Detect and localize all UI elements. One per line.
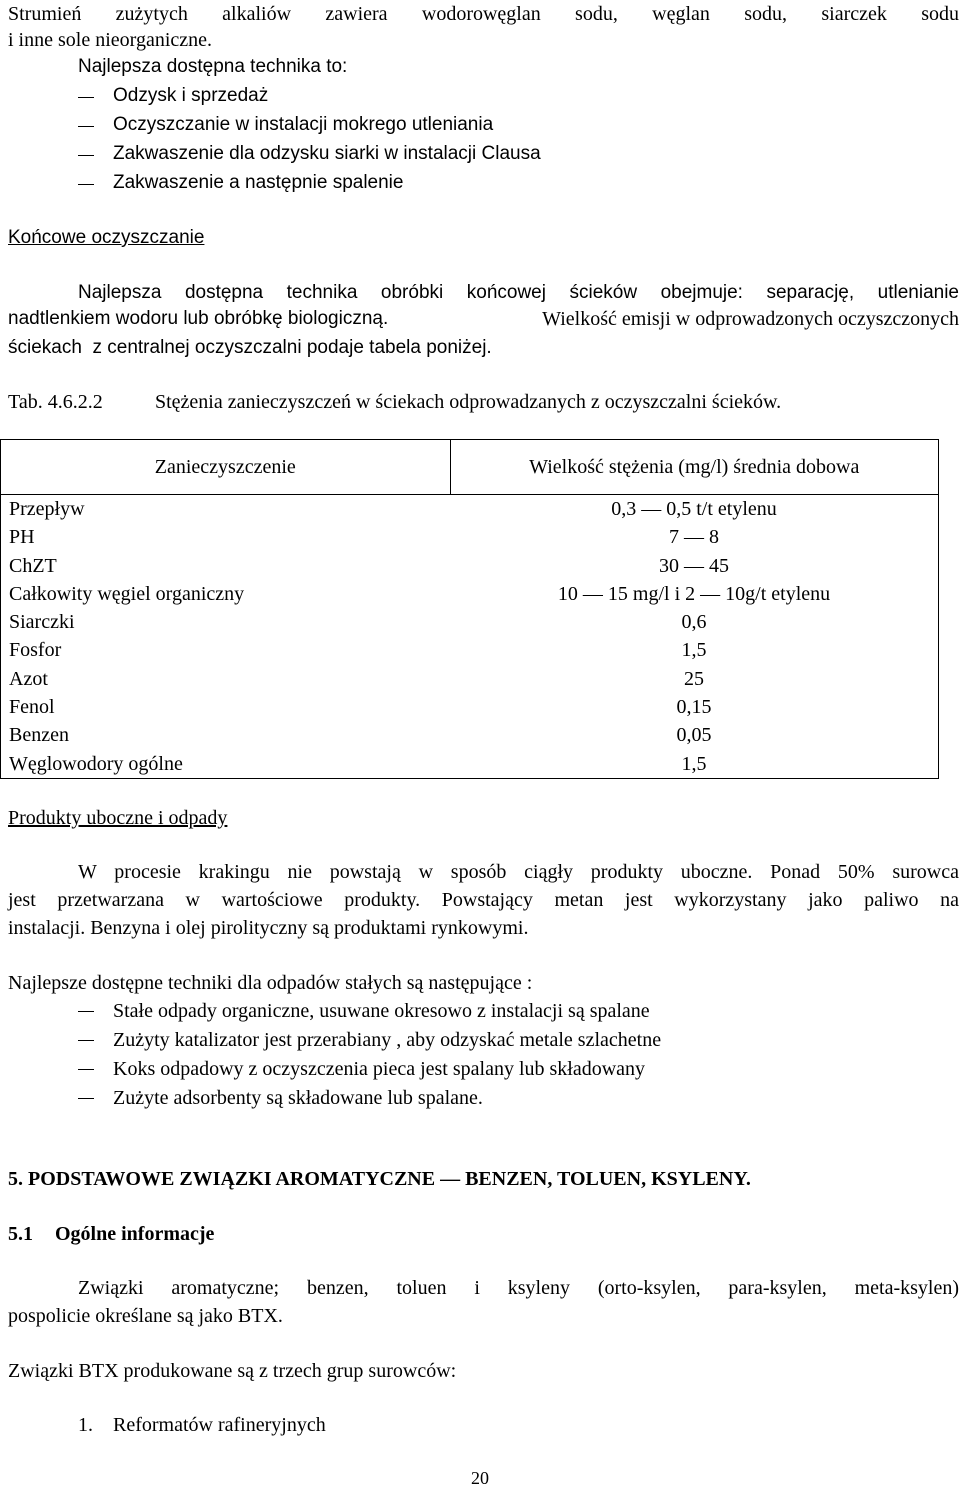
bat-list-item: Odzysk i sprzedaż — [113, 85, 269, 106]
byproducts-heading: Produkty uboczne i odpady — [8, 807, 228, 829]
waste-bat-item: Stałe odpady organiczne, usuwane okresowo z instalacji są spalane — [113, 1000, 650, 1022]
feedstock-intro: Związki BTX produkowane są z trzech grup surowców: — [8, 1360, 457, 1382]
table-caption: Stężenia zanieczyszczeń w ściekach odprowadzanych z oczyszczalni ścieków. — [155, 391, 782, 413]
table-header-row — [1, 440, 939, 495]
table-row — [1, 523, 939, 551]
final-treatment-line-2 — [8, 305, 959, 333]
pollutant-name: Benzen — [1, 721, 451, 749]
dash-bullet — [78, 184, 94, 185]
waste-bat-item: Zużyty katalizator jest przerabiany , aby odzyskać metale szlachetne — [113, 1029, 662, 1051]
pollutant-value: 25 — [450, 665, 938, 693]
final-treatment-heading: Końcowe oczyszczanie — [8, 227, 205, 248]
byproducts-line-2: jest przetwarzana w wartościowe produkty. Powstający metan jest wykorzystany jako paliwo na — [8, 889, 959, 911]
page-number: 20 — [471, 1468, 489, 1488]
pollutant-name: Całkowity węgiel organiczny — [1, 580, 451, 608]
waste-bat-item: Zużyte adsorbenty są składowane lub spalane. — [113, 1087, 483, 1109]
pollutant-name: PH — [1, 523, 451, 551]
section-5-line-1: Związki aromatyczne; benzen, toluen i ksyleny (orto-ksylen, para-ksylen, meta-ksylen) — [78, 1277, 959, 1299]
subsection-number: 5.1 — [8, 1223, 33, 1245]
bat-list-item: Oczyszczanie w instalacji mokrego utleniania — [113, 114, 494, 135]
pollutant-value: 1,5 — [450, 636, 938, 664]
section-5-heading: 5. PODSTAWOWE ZWIĄZKI AROMATYCZNE — BENZEN, TOLUEN, KSYLENY. — [8, 1168, 751, 1190]
bat-list-item: Zakwaszenie dla odzysku siarki w instalacji Clausa — [113, 143, 541, 164]
waste-bat-item: Koks odpadowy z oczyszczenia pieca jest spalany lub składowany — [113, 1058, 646, 1080]
pollutant-value: 30 — 45 — [450, 552, 938, 580]
col-header-concentration: Wielkość stężenia (mg/l) średnia dobowa — [450, 440, 938, 495]
dash-bullet — [78, 1069, 94, 1070]
pollutant-value: 10 — 15 mg/l i 2 — 10g/t etylenu — [450, 580, 938, 608]
table-number: Tab. 4.6.2.2 — [8, 391, 103, 413]
pollutant-value: 1,5 — [450, 750, 938, 779]
byproducts-line-3: instalacji. Benzyna i olej pirolityczny są produktami rynkowymi. — [8, 917, 529, 939]
section-5-line-2: pospolicie określane są jako BTX. — [8, 1305, 283, 1327]
pollutant-value: 7 — 8 — [450, 523, 938, 551]
dash-bullet — [78, 1040, 94, 1041]
col-header-pollutant: Zanieczyszczenie — [1, 440, 451, 495]
pollutant-name: Przepływ — [1, 495, 451, 524]
list-item-number: 1. — [78, 1414, 93, 1436]
bat-list-item: Zakwaszenie a następnie spalenie — [113, 172, 404, 193]
table-row — [1, 608, 939, 636]
final-treatment-line-1: Najlepsza dostępna technika obróbki końcowej ścieków obejmuje: separację, utlenianie — [78, 282, 959, 303]
dash-bullet — [78, 126, 94, 127]
pollutant-value: 0,6 — [450, 608, 938, 636]
pollutant-value: 0,05 — [450, 721, 938, 749]
pollutant-value: 0,15 — [450, 693, 938, 721]
intro-paragraph-line-1: Strumień zużytych alkaliów zawiera wodorowęglan sodu, węglan sodu, siarczek sodu — [8, 3, 959, 25]
table-row — [1, 636, 939, 664]
dash-bullet — [78, 155, 94, 156]
table-row — [1, 693, 939, 721]
table-row — [1, 750, 939, 779]
pollutant-name: ChZT — [1, 552, 451, 580]
subsection-title: Ogólne informacje — [55, 1223, 215, 1245]
feedstock-list-item: Reformatów rafineryjnych — [113, 1414, 326, 1436]
dash-bullet — [78, 1011, 94, 1012]
table-row — [1, 552, 939, 580]
intro-paragraph-line-2: i inne sole nieorganiczne. — [8, 29, 213, 51]
pollutant-value: 0,3 — 0,5 t/t etylenu — [450, 495, 938, 524]
dash-bullet — [78, 97, 94, 98]
table-row — [1, 495, 939, 524]
pollutant-name: Węglowodory ogólne — [1, 750, 451, 779]
pollutant-name: Fenol — [1, 693, 451, 721]
waste-bat-heading: Najlepsze dostępne techniki dla odpadów stałych są następujące : — [8, 972, 533, 994]
final-treatment-line-2-sans: nadtlenkiem wodoru lub obróbkę biologiczną. — [8, 308, 389, 329]
final-treatment-line-2-serif: Wielkość emisji w odprowadzonych oczyszczonych — [537, 308, 959, 330]
bat-heading: Najlepsza dostępna technika to: — [78, 56, 348, 77]
pollutant-name: Fosfor — [1, 636, 451, 664]
pollutant-name: Azot — [1, 665, 451, 693]
table-row — [1, 580, 939, 608]
pollutant-name: Siarczki — [1, 608, 451, 636]
byproducts-line-1: W procesie krakingu nie powstają w sposób ciągły produkty uboczne. Ponad 50% surowca — [78, 861, 959, 883]
table-row — [1, 721, 939, 749]
final-treatment-line-3: ściekach z centralnej oczyszczalni podaje tabela poniżej. — [8, 337, 492, 358]
table-row — [1, 665, 939, 693]
dash-bullet — [78, 1098, 94, 1099]
pollutant-table — [0, 439, 939, 779]
